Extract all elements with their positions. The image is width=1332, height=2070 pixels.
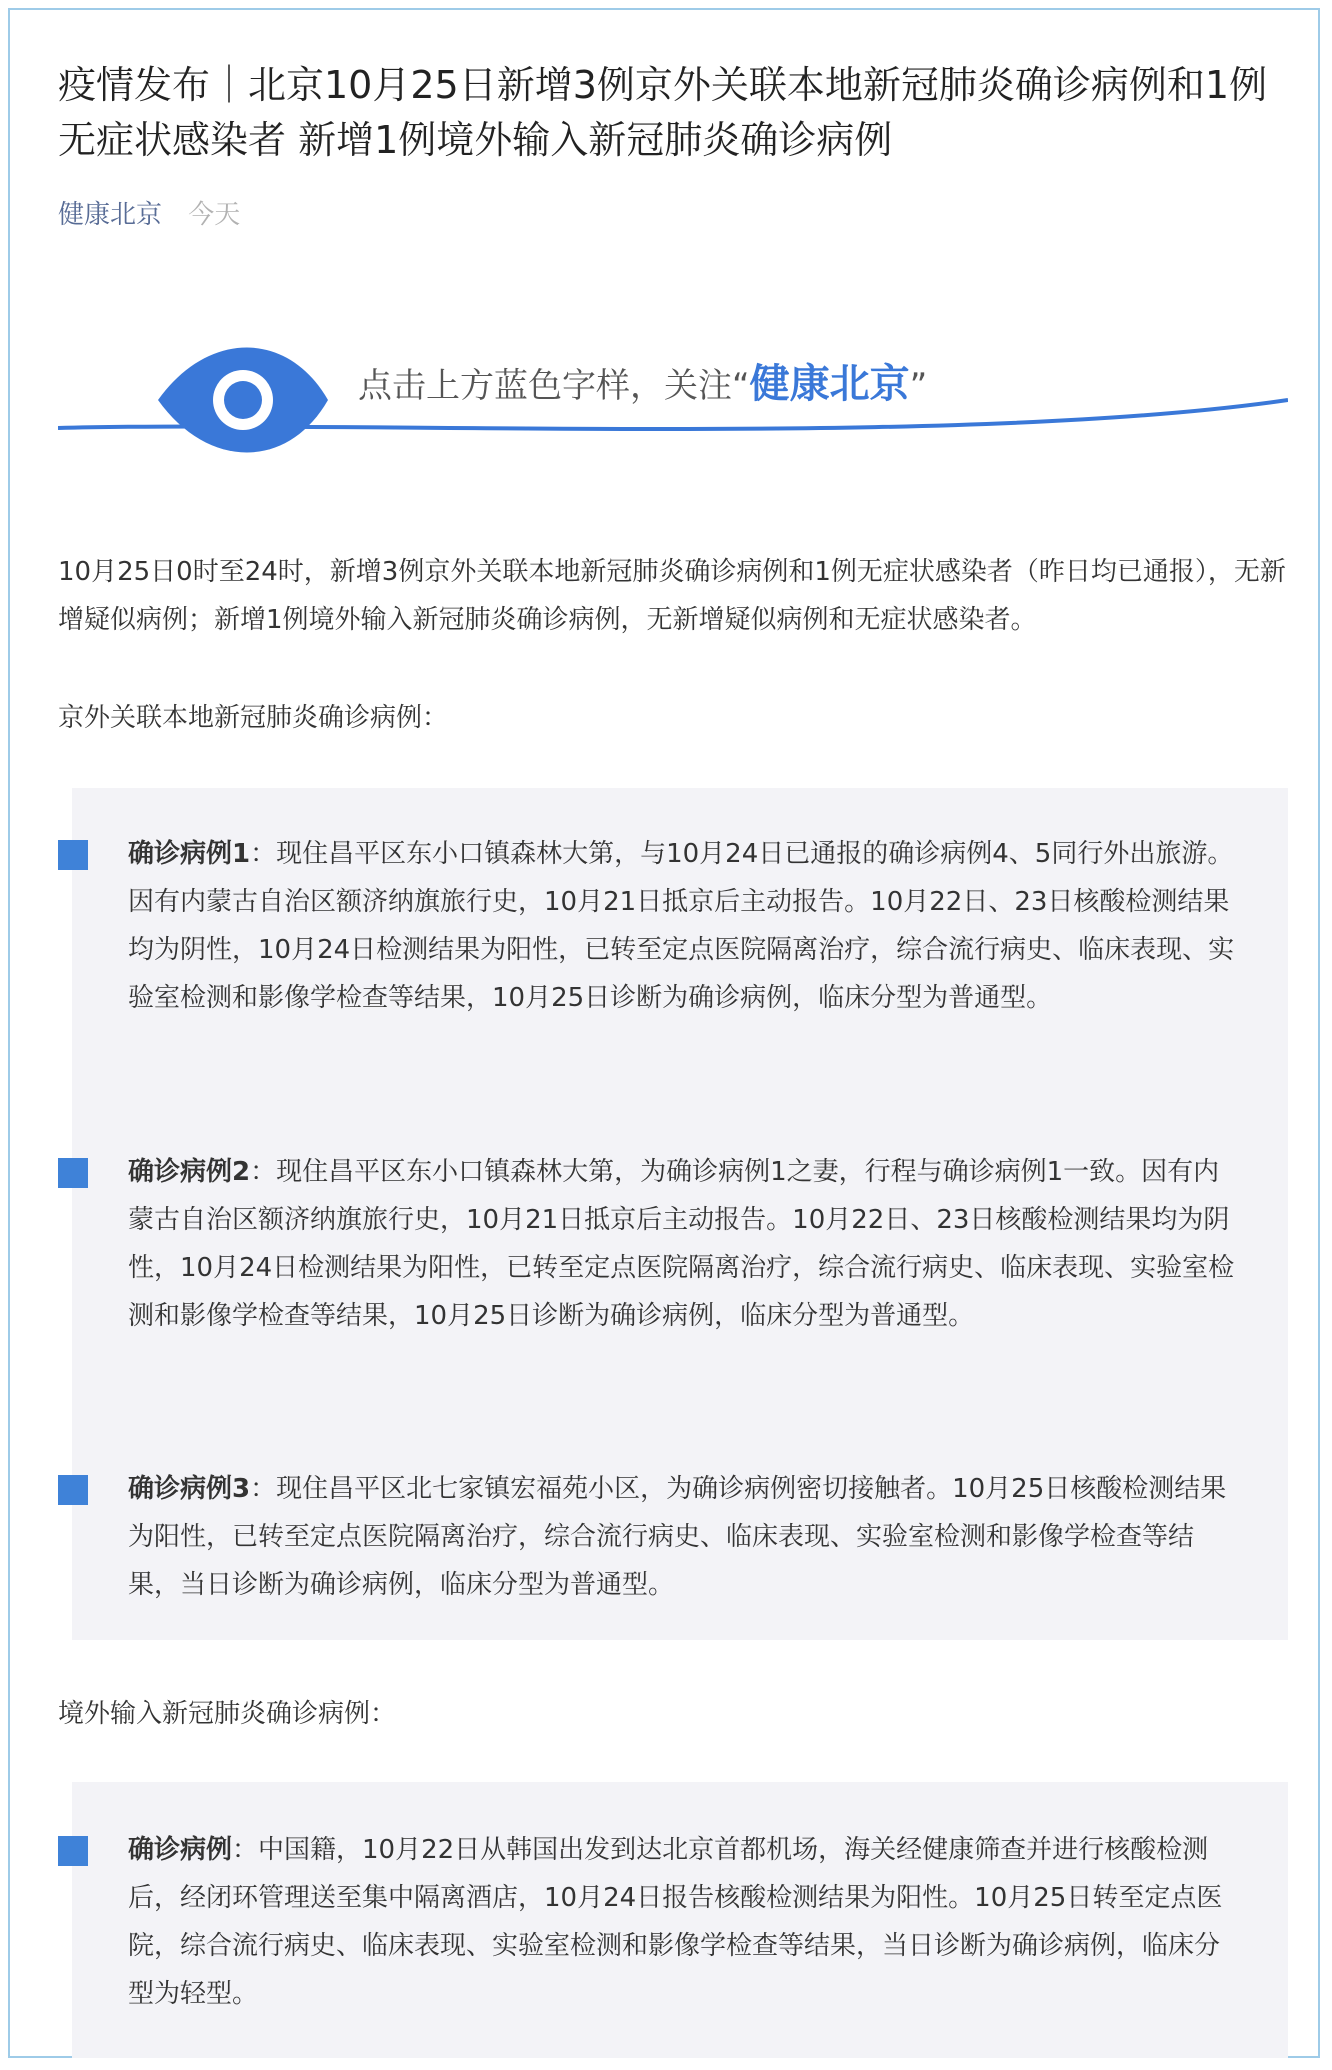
- article-title: 疫情发布｜北京10月25日新增3例京外关联本地新冠肺炎确诊病例和1例无症状感染者 新增1例境外输入新冠肺炎确诊病例: [58, 63, 1268, 162]
- case-label: 确诊病例2: [128, 1157, 251, 1187]
- svg-text:点击上方蓝色字样，关注“健康北京”: [358, 361, 927, 407]
- case-text: ：中国籍，10月22日从韩国出发到达北京首都机场，海关经健康筛查并进行核酸检测后，经闭环管理送至集中隔离酒店，10月24日报告核酸检测结果为阳性。10月25日转至定点医院，综合流行病史、临床表现、实验室检测和影像学检查等结果，当日诊断为确诊病例，临床分型为轻型。: [128, 1835, 1223, 2009]
- follow-banner: [58, 340, 1288, 480]
- eye-icon: [158, 348, 328, 453]
- publish-date: 今天: [188, 200, 241, 230]
- article-meta: [58, 194, 240, 231]
- case-text: ：现住昌平区东小口镇森林大第，为确诊病例1之妻，行程与确诊病例1一致。因有内蒙古自治区额济纳旗旅行史，10月21日抵京后主动报告。10月22日、23日核酸检测结果均为阴性，10月24日检测结果为阳性，已转至定点医院隔离治疗，综合流行病史、临床表现、实验室检测和影像学检查等结果，10月25日诊断为确诊病例，临床分型为普通型。: [128, 1157, 1235, 1331]
- banner-prefix: 点击上方蓝色字样，关注“: [358, 366, 750, 406]
- square-bullet-icon: [58, 1475, 88, 1505]
- square-bullet-icon: [58, 1836, 88, 1866]
- case-label: 确诊病例: [128, 1835, 233, 1865]
- section-import-heading: 境外输入新冠肺炎确诊病例：: [58, 1699, 397, 1729]
- banner-suffix: ”: [909, 366, 928, 406]
- intro-paragraph: 10月25日0时至24时，新增3例京外关联本地新冠肺炎确诊病例和1例无症状感染者（昨日均已通报），无新增疑似病例；新增1例境外输入新冠肺炎确诊病例，无新增疑似病例和无症状感染者。: [58, 557, 1286, 635]
- section-local-heading: 京外关联本地新冠肺炎确诊病例：: [58, 703, 449, 733]
- source-link[interactable]: 健康北京: [58, 200, 163, 230]
- case-text: ：现住昌平区东小口镇森林大第，与10月24日已通报的确诊病例4、5同行外出旅游。因有内蒙古自治区额济纳旗旅行史，10月21日抵京后主动报告。10月22日、23日核酸检测结果均为阴性，10月24日检测结果为阳性，已转至定点医院隔离治疗，综合流行病史、临床表现、实验室检测和影像学检查等结果，10月25日诊断为确诊病例，临床分型为普通型。: [128, 839, 1235, 1013]
- case-text: ：现住昌平区北七家镇宏福苑小区，为确诊病例密切接触者。10月25日核酸检测结果为阳性，已转至定点医院隔离治疗，综合流行病史、临床表现、实验室检测和影像学检查等结果，当日诊断为确诊病例，临床分型为普通型。: [128, 1474, 1227, 1600]
- case-label: 确诊病例3: [128, 1474, 251, 1504]
- banner-brand: 健康北京: [749, 361, 910, 407]
- square-bullet-icon: [58, 840, 88, 870]
- case-label: 确诊病例1: [128, 839, 251, 869]
- square-bullet-icon: [58, 1158, 88, 1188]
